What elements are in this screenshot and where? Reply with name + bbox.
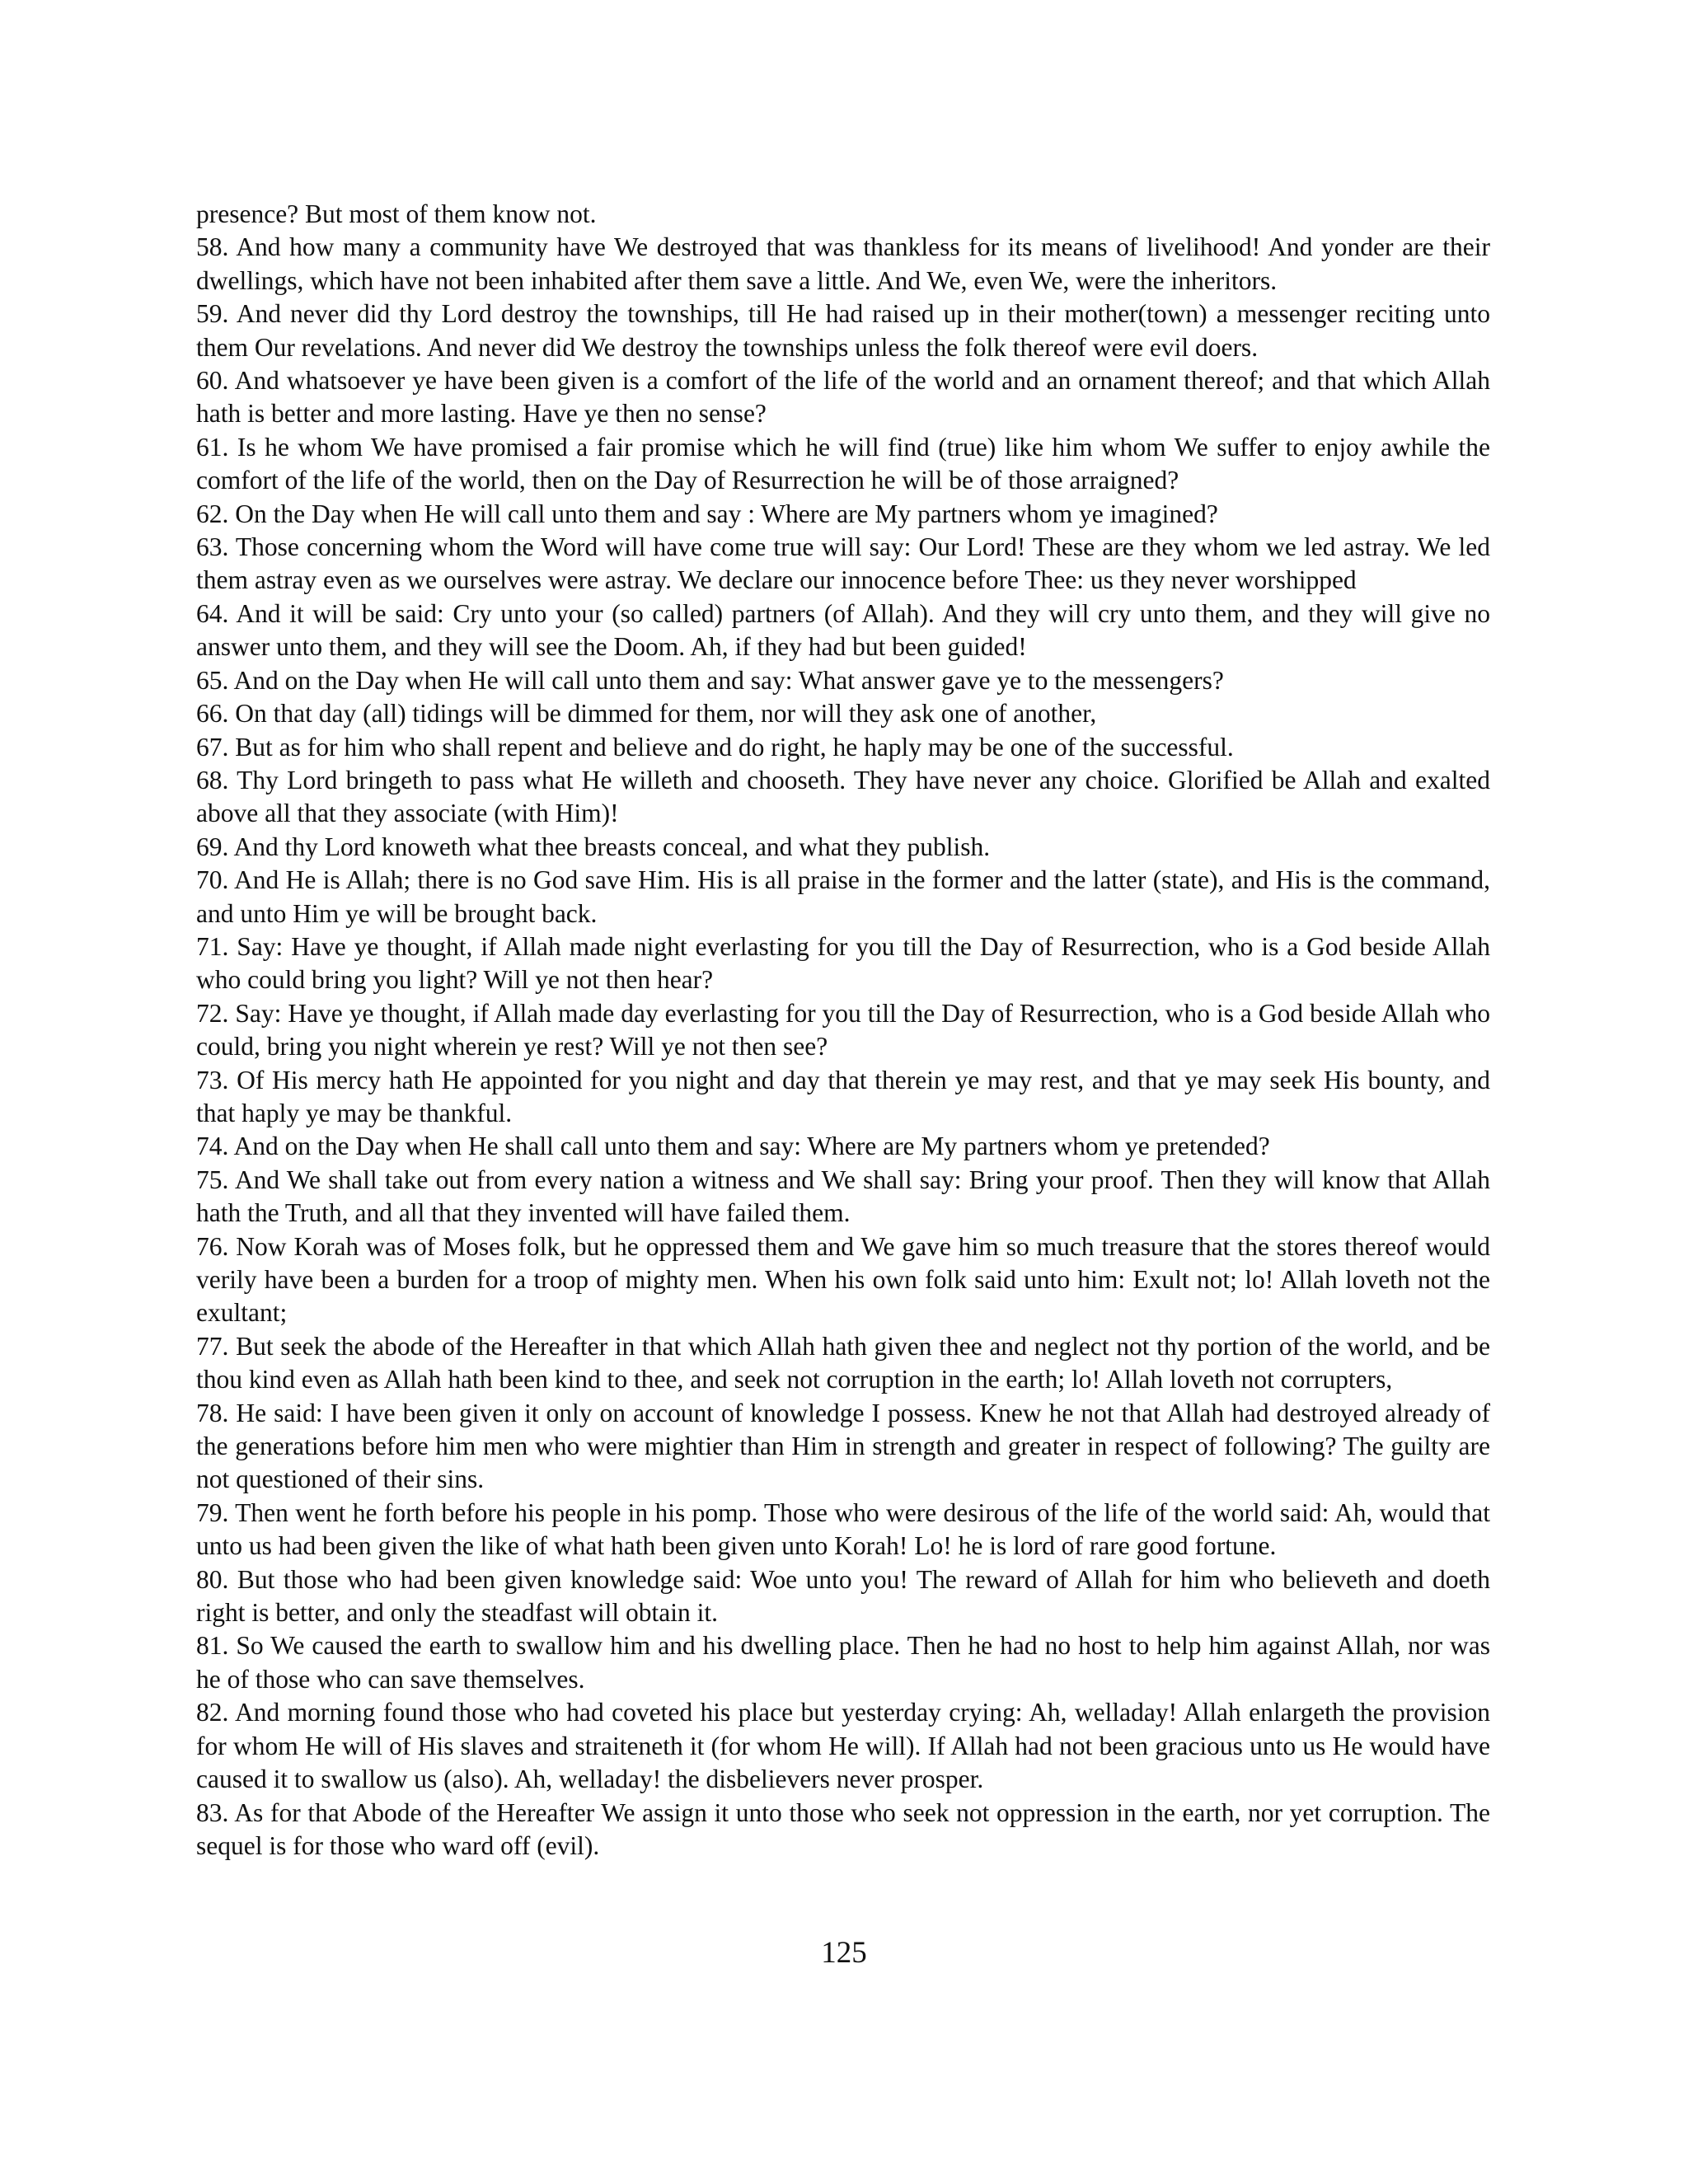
- verse-79: 79. Then went he forth before his people in his pomp. Those who were desirous of the life of the world said: Ah, would that unto us had been given the like of what hath been given unto Korah! Lo! he is lord of rare good fortune.: [196, 1497, 1490, 1561]
- page-number: 125: [821, 1936, 867, 1970]
- verse-63: 63. Those concerning whom the Word will have come true will say: Our Lord! These are they whom we led astray. We led them astray even as we ourselves were astray. We declare our innocence before Thee: us they never worshipped: [196, 532, 1490, 595]
- verse-75: 75. And We shall take out from every nation a witness and We shall say: Bring your proof. Then they will know that Allah hath the Truth, and all that they invented will have failed them.: [196, 1165, 1490, 1228]
- verse-82: 82. And morning found those who had coveted his place but yesterday crying: Ah, welladay! Allah enlargeth the provision for whom He will of His slaves and straiteneth it (for whom He will). If Allah had not been gracious unto us He would have caused it to swallow us (also). Ah, welladay! the disbelievers never prosper.: [196, 1698, 1490, 1794]
- verse-83: 83. As for that Abode of the Hereafter We assign it unto those who seek not oppression in the earth, nor yet corruption. The sequel is for those who ward off (evil).: [196, 1797, 1490, 1860]
- body-text: [196, 198, 1490, 1863]
- verse-72: 72. Say: Have ye thought, if Allah made day everlasting for you till the Day of Resurrection, who is a God beside Allah who could, bring you night wherein ye rest? Will ye not then see?: [196, 998, 1490, 1062]
- verse-69: 69. And thy Lord knoweth what thee breasts conceal, and what they publish.: [196, 832, 991, 861]
- verse-77: 77. But seek the abode of the Hereafter in that which Allah hath given thee and neglect not thy portion of the world, and be thou kind even as Allah hath been kind to thee, and seek not corruption in the earth; lo! Allah loveth not corrupters,: [196, 1331, 1490, 1394]
- verse-74: 74. And on the Day when He shall call unto them and say: Where are My partners whom ye pretended?: [196, 1132, 1270, 1161]
- verse-64: 64. And it will be said: Cry unto your (so called) partners (of Allah). And they will cry unto them, and they will give no answer unto them, and they will see the Doom. Ah, if they had but been guided!: [196, 598, 1490, 662]
- verse-65: 65. And on the Day when He will call unto them and say: What answer gave ye to the messengers?: [196, 665, 1224, 695]
- verse-71: 71. Say: Have ye thought, if Allah made night everlasting for you till the Day of Resurrection, who is a God beside Allah who could bring you light? Will ye not then hear?: [196, 931, 1490, 995]
- verse-67: 67. But as for him who shall repent and believe and do right, he haply may be one of the successful.: [196, 732, 1234, 762]
- verse-70: 70. And He is Allah; there is no God save Him. His is all praise in the former and the latter (state), and His is the command, and unto Him ye will be brought back.: [196, 865, 1490, 928]
- paragraph-continuation: presence? But most of them know not.: [196, 199, 597, 228]
- verse-81: 81. So We caused the earth to swallow him and his dwelling place. Then he had no host to help him against Allah, nor was he of those who can save themselves.: [196, 1631, 1490, 1694]
- verse-66: 66. On that day (all) tidings will be dimmed for them, nor will they ask one of another,: [196, 699, 1097, 729]
- verse-58: 58. And how many a community have We destroyed that was thankless for its means of livelihood! And yonder are their dwellings, which have not been inhabited after them save a little. And We, even We, were the inheritors.: [196, 232, 1490, 295]
- verse-61: 61. Is he whom We have promised a fair promise which he will find (true) like him whom We suffer to enjoy awhile the comfort of the life of the world, then on the Day of Resurrection he will be of those arraigned?: [196, 432, 1490, 495]
- verse-60: 60. And whatsoever ye have been given is a comfort of the life of the world and an ornament thereof; and that which Allah hath is better and more lasting. Have ye then no sense?: [196, 366, 1490, 429]
- verse-78: 78. He said: I have been given it only on account of knowledge I possess. Knew he not that Allah had destroyed already of the generations before him men who were mightier than Him in strength and greater in respect of following? The guilty are not questioned of their sins.: [196, 1398, 1490, 1494]
- verse-80: 80. But those who had been given knowledge said: Woe unto you! The reward of Allah for him who believeth and doeth right is better, and only the steadfast will obtain it.: [196, 1564, 1490, 1628]
- verse-73: 73. Of His mercy hath He appointed for you night and day that therein ye may rest, and that ye may seek His bounty, and that haply ye may be thankful.: [196, 1065, 1490, 1127]
- verse-76: 76. Now Korah was of Moses folk, but he oppressed them and We gave him so much treasure that the stores thereof would verily have been a burden for a troop of mighty men. When his own folk said unto him: Exult not; lo! Allah loveth not the exultant;: [196, 1231, 1490, 1328]
- verse-62: 62. On the Day when He will call unto them and say : Where are My partners whom ye imagined?: [196, 499, 1218, 528]
- verse-59: 59. And never did thy Lord destroy the townships, till He had raised up in their mother(town) a messenger reciting unto them Our revelations. And never did We destroy the townships unless the folk thereof were evil doers.: [196, 299, 1490, 362]
- verse-68: 68. Thy Lord bringeth to pass what He willeth and chooseth. They have never any choice. Glorified be Allah and exalted above all that they associate (with Him)!: [196, 765, 1490, 828]
